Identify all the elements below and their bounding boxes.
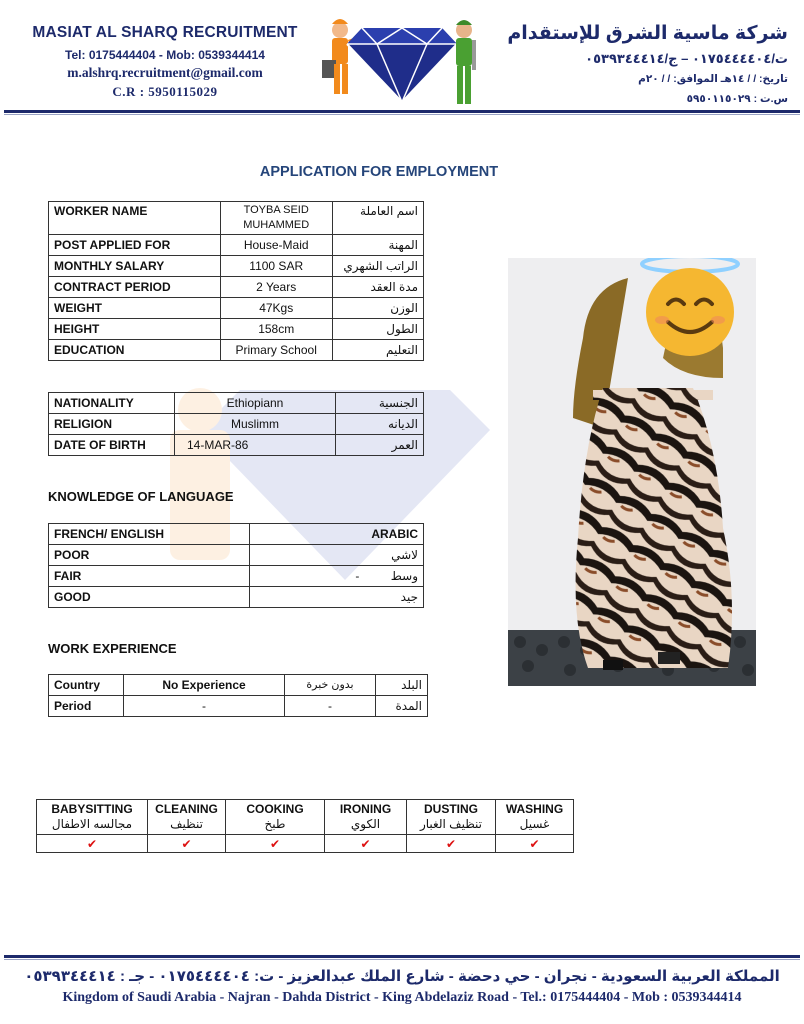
field-label-ar: المهنة	[332, 235, 424, 256]
footer-divider-thin	[4, 959, 800, 960]
field-label-ar: التعليم	[332, 340, 424, 361]
skill-label-ar: طبخ	[264, 817, 286, 831]
language-level-value: -	[355, 569, 360, 583]
page-title: APPLICATION FOR EMPLOYMENT	[259, 164, 499, 180]
language-table	[48, 523, 424, 608]
field-label-ar: الراتب الشهري	[332, 256, 424, 277]
field-value: 47Kgs	[220, 298, 332, 319]
cleaner-figure-right-icon	[456, 20, 476, 104]
experience-heading: WORK EXPERIENCE	[48, 641, 177, 656]
field-value: Muslimm	[175, 414, 336, 435]
skill-label-en: DUSTING	[424, 802, 478, 816]
language-level: POOR	[49, 545, 250, 566]
identity-table	[48, 392, 424, 456]
skill-babysitting	[37, 800, 148, 835]
field-label-en: DATE OF BIRTH	[49, 435, 175, 456]
table-row	[49, 256, 424, 277]
field-value: TOYBA SEID MUHAMMED	[220, 202, 332, 235]
field-label-en: MONTHLY SALARY	[49, 256, 221, 277]
table-row	[49, 587, 424, 608]
check-icon: ✔	[407, 835, 496, 853]
field-value: 2 Years	[220, 277, 332, 298]
skill-label-en: COOKING	[246, 802, 304, 816]
company-name-ar: شركة ماسية الشرق للإستقدام	[507, 23, 788, 44]
field-label-ar: الوزن	[332, 298, 424, 319]
language-level: FAIR	[49, 566, 250, 587]
table-row	[49, 524, 424, 545]
table-row	[49, 675, 428, 696]
check-icon: ✔	[226, 835, 325, 853]
table-row	[37, 835, 574, 853]
applicant-photo	[508, 258, 756, 686]
skill-washing	[496, 800, 574, 835]
skill-label-en: CLEANING	[155, 802, 218, 816]
company-phone-en: Tel: 0175444404 - Mob: 0539344414	[65, 48, 265, 62]
field-value: 158cm	[220, 319, 332, 340]
table-row	[49, 277, 424, 298]
footer-divider	[4, 955, 800, 958]
company-logo	[312, 10, 492, 110]
skill-ironing	[325, 800, 407, 835]
skill-cooking	[226, 800, 325, 835]
table-row	[49, 566, 424, 587]
diamond-logo-icon	[347, 28, 457, 102]
field-value: 14-MAR-86	[175, 435, 336, 456]
table-row	[49, 319, 424, 340]
experience-value-en: No Experience	[124, 675, 285, 696]
experience-value-ar: -	[285, 696, 376, 717]
language-level-label-ar: لاشي	[391, 548, 418, 562]
experience-label-ar: المدة	[376, 696, 428, 717]
skills-table	[36, 799, 574, 853]
check-icon: ✔	[148, 835, 226, 853]
footer-address-ar: المملكة العربية السعودية - نجران - حي دحضة - شارع الملك عبدالعزيز - ت: ٠١٧٥٤٤٤٤٠٤ - جـ : ٠٥٣٩٣٤٤٤١٤	[24, 968, 780, 985]
language-level-ar	[250, 545, 424, 566]
check-icon: ✔	[325, 835, 407, 853]
skill-cleaning	[148, 800, 226, 835]
language-col-en: FRENCH/ ENGLISH	[49, 524, 250, 545]
table-row	[49, 545, 424, 566]
experience-label-en: Country	[49, 675, 124, 696]
footer-address-en: Kingdom of Saudi Arabia - Najran - Dahda District - King Abdelaziz Road - Tel.: 0175444404 - Mob : 0539344414	[62, 990, 742, 1005]
field-value: Primary School	[220, 340, 332, 361]
check-icon: ✔	[37, 835, 148, 853]
company-cr-ar: س.ت : ٥٩٥٠١١٥٠٢٩	[686, 93, 788, 105]
check-icon: ✔	[496, 835, 574, 853]
field-label-ar: الطول	[332, 319, 424, 340]
company-phone-ar: ت/٠١٧٥٤٤٤٤٠٤ – ج/٠٥٣٩٣٤٤٤١٤	[585, 51, 788, 66]
header-arabic-block	[498, 22, 788, 105]
skill-label-ar: غسيل	[519, 817, 550, 831]
experience-value-en: -	[124, 696, 285, 717]
field-label-en: WEIGHT	[49, 298, 221, 319]
field-label-ar: اسم العاملة	[332, 202, 424, 235]
skill-label-en: BABYSITTING	[51, 802, 133, 816]
experience-table	[48, 674, 428, 717]
field-label-en: HEIGHT	[49, 319, 221, 340]
skill-label-ar: تنظيف	[170, 817, 203, 831]
experience-label-en: Period	[49, 696, 124, 717]
field-label-ar: الديانه	[336, 414, 424, 435]
field-value: Ethiopiann	[175, 393, 336, 414]
personal-details-table	[48, 201, 424, 361]
table-row	[49, 235, 424, 256]
field-label-en: RELIGION	[49, 414, 175, 435]
skill-label-en: IRONING	[339, 802, 392, 816]
company-name-en: MASIAT AL SHARQ RECRUITMENT	[32, 24, 298, 41]
skill-label-ar: مجالسه الاطفال	[51, 817, 133, 831]
language-col-ar: ARABIC	[250, 524, 424, 545]
header-english-block	[20, 24, 310, 100]
field-value: 1100 SAR	[220, 256, 332, 277]
field-label-en: CONTRACT PERIOD	[49, 277, 221, 298]
field-label-en: WORKER NAME	[49, 202, 221, 235]
table-row	[49, 393, 424, 414]
field-label-ar: الجنسية	[336, 393, 424, 414]
field-label-ar: مدة العقد	[332, 277, 424, 298]
language-level-ar	[250, 566, 424, 587]
company-cr-en: C.R : 5950115029	[112, 84, 218, 99]
skill-label-ar: تنظيف الغبار	[419, 817, 483, 831]
language-heading: KNOWLEDGE OF LANGUAGE	[48, 489, 234, 504]
table-row	[49, 435, 424, 456]
table-row	[49, 340, 424, 361]
field-value: House-Maid	[220, 235, 332, 256]
smiley-face-icon	[630, 258, 754, 370]
language-level-label-ar: وسط	[390, 569, 418, 583]
table-row	[49, 202, 424, 235]
company-email: m.alshrq.recruitment@gmail.com	[67, 65, 263, 80]
experience-value-ar: بدون خبرة	[285, 675, 376, 696]
language-level-ar	[250, 587, 424, 608]
language-level: GOOD	[49, 587, 250, 608]
skill-dusting	[407, 800, 496, 835]
table-row	[49, 298, 424, 319]
header-divider-thin	[4, 114, 800, 115]
skill-label-ar: الكوي	[350, 817, 381, 831]
table-row	[37, 800, 574, 835]
date-line-ar: تاريخ: / / ١٤هـ الموافق: / / ٢٠م	[638, 73, 788, 85]
table-row	[49, 414, 424, 435]
field-label-en: EDUCATION	[49, 340, 221, 361]
table-row	[49, 696, 428, 717]
field-label-en: POST APPLIED FOR	[49, 235, 221, 256]
header-divider	[4, 110, 800, 113]
field-label-en: NATIONALITY	[49, 393, 175, 414]
skill-label-en: WASHING	[505, 802, 564, 816]
language-level-label-ar: جيد	[400, 590, 418, 604]
field-label-ar: العمر	[336, 435, 424, 456]
experience-label-ar: البلد	[376, 675, 428, 696]
